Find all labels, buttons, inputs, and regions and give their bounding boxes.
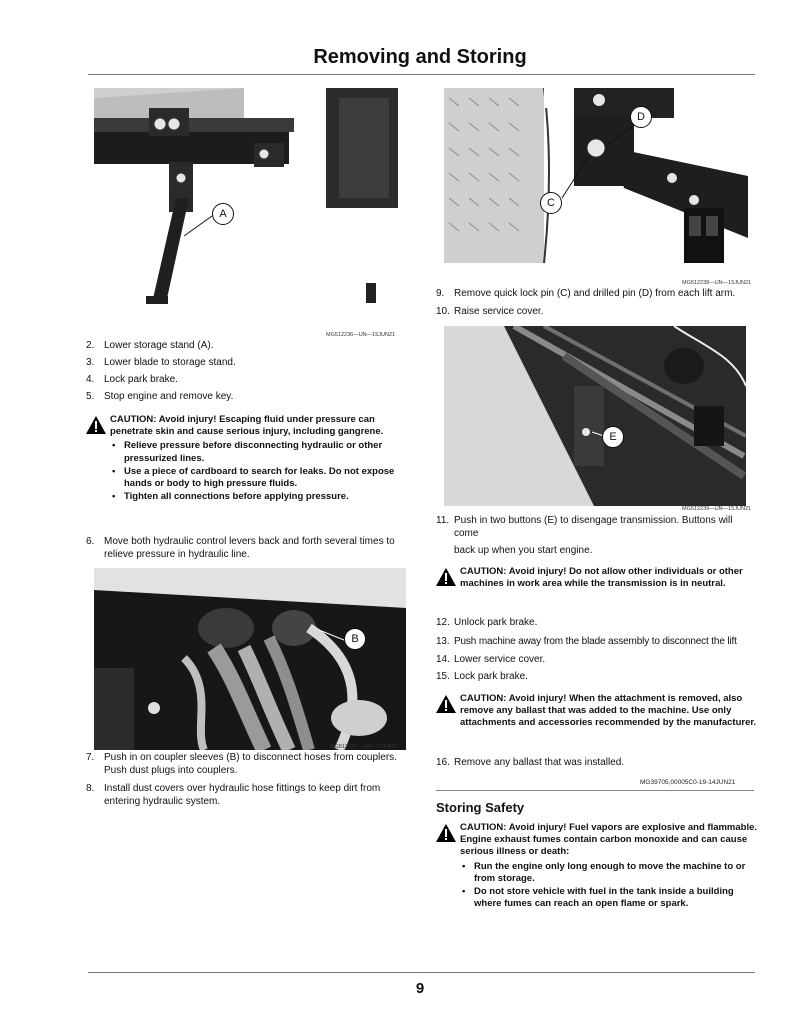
section-heading: Storing Safety	[436, 800, 525, 815]
warning-icon	[86, 416, 106, 434]
list-item: 11. Push in two buttons (E) to disengage transmission. Buttons will come	[436, 515, 733, 539]
caution-text: CAUTION: Avoid injury! When the attachment is removed, also remove any ballast that was added to the machine. Use only attachments and accessories recommended by the manufacturer.	[460, 693, 757, 729]
list-item: 12. Unlock park brake.	[436, 617, 538, 628]
caution-block	[436, 822, 758, 911]
warning-icon	[436, 824, 456, 842]
list-item: 15. Lock park brake.	[436, 671, 528, 682]
list-item: 5. Stop engine and remove key.	[86, 391, 234, 402]
figure-lift-arm-pins	[444, 88, 748, 278]
figure-id: MG512237—UN—15JUN21	[330, 744, 400, 750]
warning-icon	[436, 568, 456, 586]
figure-hydraulic-couplers	[94, 568, 406, 750]
caution-bullet: • Do not store vehicle with fuel in the tank inside a building where fumes can reach an open flame or spark.	[474, 886, 758, 910]
list-item: 13. Push machine away from the blade assembly to disconnect the lift	[436, 636, 737, 647]
list-item: 2. Lower storage stand (A).	[86, 340, 214, 351]
hydraulic-couplers-photo	[94, 568, 406, 750]
storage-stand-illustration	[94, 88, 398, 330]
caution-block	[436, 693, 758, 730]
figure-transmission-buttons	[444, 326, 746, 506]
section-rule	[436, 790, 754, 791]
caution-text: CAUTION: Avoid injury! Escaping fluid under pressure can penetrate skin and cause serious injury, including gangrene.	[110, 414, 384, 438]
reference-code: MG39705,00005C0-19-14JUN21	[640, 779, 736, 786]
caution-bullet: • Run the engine only long enough to move the machine to or from storage.	[474, 861, 758, 885]
header-rule	[88, 74, 755, 75]
callout-d: D	[630, 106, 652, 128]
figure-id: MG512239—UN—15JUN21	[682, 506, 752, 512]
caution-block	[436, 566, 758, 590]
list-item: 9. Remove quick lock pin (C) and drilled pin (D) from each lift arm.	[436, 288, 736, 299]
figure-id: MG512238—UN—15JUN21	[682, 280, 752, 286]
transmission-buttons-photo	[444, 326, 746, 506]
figure-storage-stand	[94, 88, 398, 330]
list-item: 8. Install dust covers over hydraulic hose fittings to keep dirt from entering hydraulic system.	[86, 783, 381, 807]
list-item: 7. Push in on coupler sleeves (B) to disconnect hoses from couplers. Push dust plugs into couplers.	[86, 752, 397, 776]
list-item: 10. Raise service cover.	[436, 306, 544, 317]
caution-bullet: • Tighten all connections before applying pressure.	[124, 491, 408, 503]
caution-bullet: • Use a piece of cardboard to search for leaks. Do not expose hands or body to high pressure fluids.	[124, 466, 408, 490]
callout-a: A	[212, 203, 234, 225]
figure-id: MG512236—UN—15JUN21	[326, 332, 396, 338]
caution-block	[86, 414, 408, 504]
list-item: 3. Lower blade to storage stand.	[86, 357, 236, 368]
lift-arm-pins-illustration	[444, 88, 748, 278]
page-number: 9	[415, 980, 425, 997]
page-title: Removing and Storing	[313, 46, 527, 68]
footer-rule	[88, 972, 755, 973]
warning-icon	[436, 695, 456, 713]
caution-text: CAUTION: Avoid injury! Fuel vapors are explosive and flammable. Engine exhaust fumes contain carbon monoxide and can cause serious illness or death:	[460, 822, 758, 858]
caution-bullet: • Relieve pressure before disconnecting hydraulic or other pressurized lines.	[124, 440, 408, 464]
step-continuation: back up when you start engine.	[454, 545, 593, 556]
list-item: 6. Move both hydraulic control levers back and forth several times to relieve pressure in hydraulic line.	[86, 536, 395, 560]
callout-c: C	[540, 192, 562, 214]
list-item: 4. Lock park brake.	[86, 374, 178, 385]
list-item: 16. Remove any ballast that was installed.	[436, 757, 625, 768]
callout-e: E	[602, 426, 624, 448]
caution-text: CAUTION: Avoid injury! Do not allow other individuals or other machines in work area while the transmission is in neutral.	[460, 566, 743, 590]
callout-b: B	[344, 628, 366, 650]
list-item: 14. Lower service cover.	[436, 654, 546, 665]
